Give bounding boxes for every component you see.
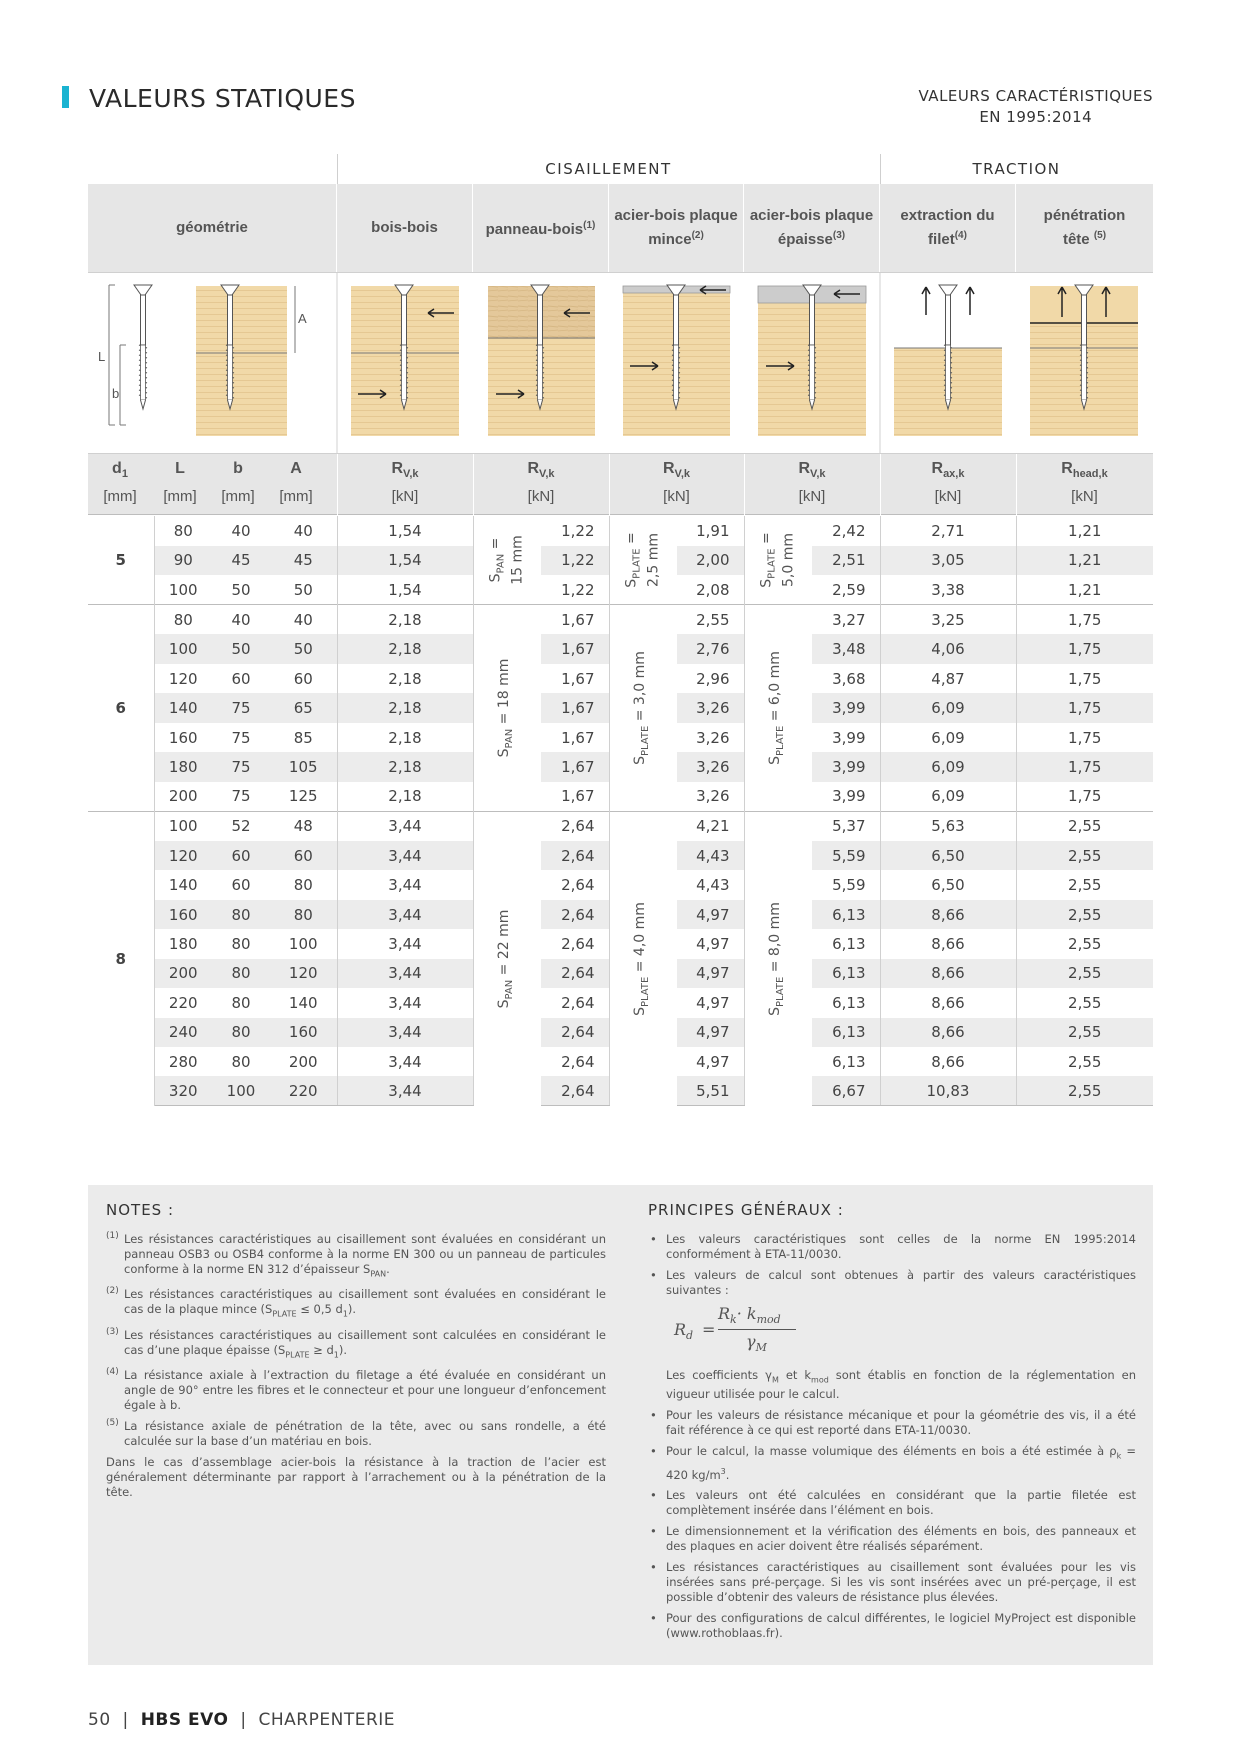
unit-kn-2: [kN] <box>527 488 555 505</box>
extraction-diagram <box>894 285 1002 436</box>
cell-steel-thick: 5,37 <box>812 811 880 840</box>
principle-6: • Le dimensionnement et la vérification des éléments en bois, des panneaux et des plaques en acier doivent être réalisés séparément. <box>648 1524 1136 1554</box>
cell-steel-thick: 3,99 <box>812 693 880 723</box>
cell-steel-thin: 2,96 <box>677 664 744 694</box>
cell-penetration: 1,75 <box>1068 787 1102 806</box>
wood-wood-diagram <box>351 285 459 436</box>
cell-panel-wood: 2,64 <box>541 988 609 1017</box>
cell-penetration: 1,75 <box>1016 634 1153 664</box>
cell-panel-wood: 2,64 <box>541 1076 609 1106</box>
cell-extraction: 3,05 <box>880 546 1016 576</box>
unit-kn-4: [kN] <box>798 488 826 505</box>
cell-A: 105 <box>270 752 337 782</box>
standard-reference <box>919 86 1154 128</box>
rotated-thickness-label: $S_{PAN} = 22$ mm <box>473 811 541 1106</box>
cell-b: 80 <box>212 959 270 988</box>
cell-b: 60 <box>231 669 251 688</box>
column-header-row <box>88 184 1153 272</box>
cell-panel-wood: 1,22 <box>541 546 609 576</box>
cell-b: 50 <box>231 580 251 599</box>
cell-panel-wood: 2,64 <box>541 1047 609 1076</box>
cell-extraction: 8,66 <box>880 900 1016 929</box>
cell-steel-thin: 3,26 <box>677 782 744 812</box>
cell-panel-wood: 1,22 <box>541 575 609 605</box>
cell-wood-wood: 3,44 <box>337 841 473 870</box>
geometry-diagram <box>98 285 307 436</box>
page-number: 50 <box>88 1710 111 1730</box>
rotated-thickness-label: $S_{PLATE} = 6,0$ mm <box>744 605 812 812</box>
cell-A: 140 <box>270 988 337 1017</box>
cell-L: 180 <box>168 934 198 953</box>
cell-steel-thin: 1,91 <box>677 516 744 546</box>
cell-b: 80 <box>212 900 270 929</box>
cell-steel-thin: 5,51 <box>677 1076 744 1106</box>
penetration-diagram <box>1030 285 1138 436</box>
illustration-row <box>88 272 1153 452</box>
principle-2: • Les valeurs de calcul sont obtenues à partir des valeurs caractéristiques suivantes : <box>648 1268 1136 1298</box>
cell-panel-wood: 1,22 <box>541 516 609 546</box>
group-shear: CISAILLEMENT <box>545 160 672 178</box>
cell-steel-thick: 6,13 <box>812 929 880 958</box>
sym-A: A <box>290 460 302 477</box>
cell-panel-wood: 1,67 <box>541 723 609 753</box>
cell-steel-thin: 2,76 <box>677 634 744 664</box>
cell-L: 220 <box>168 993 198 1012</box>
unit-d1: [mm] <box>103 488 137 505</box>
sym-b: b <box>233 460 243 477</box>
cell-extraction: 6,09 <box>880 752 1016 782</box>
cell-b: 60 <box>231 876 251 895</box>
cell-steel-thin: 3,26 <box>677 693 744 723</box>
cell-panel-wood: 2,64 <box>541 1018 609 1047</box>
cell-extraction: 8,66 <box>880 988 1016 1017</box>
rotated-thickness-label: $S_{PLATE} = 4,0$ mm <box>609 811 677 1106</box>
cell-A: 40 <box>270 605 337 635</box>
col-penetration: pénétration tête $^{(5)}$ <box>1043 207 1126 248</box>
cell-penetration: 2,55 <box>1016 1076 1153 1106</box>
cell-wood-wood: 2,18 <box>337 664 473 694</box>
sym-rheadk: $R_{head,k}$ <box>1061 460 1108 481</box>
col-steel-thick: acier-bois plaque épaisse$^{(3)}$ <box>744 184 880 272</box>
cell-penetration: 1,21 <box>1068 521 1102 540</box>
cell-extraction: 6,09 <box>880 723 1016 753</box>
cell-steel-thick: 6,13 <box>812 959 880 988</box>
cell-panel-wood: 1,67 <box>541 634 609 664</box>
cell-b: 75 <box>212 752 270 782</box>
cell-A: 200 <box>270 1047 337 1076</box>
cell-steel-thick: 3,48 <box>812 634 880 664</box>
col-steel-thin: acier-bois plaque mince$^{(2)}$ <box>609 184 744 272</box>
cell-wood-wood: 2,18 <box>337 782 473 812</box>
cell-L: 200 <box>168 787 198 806</box>
principle-7: • Les résistances caractéristiques au cisaillement sont évaluées pour les vis insérées sans pré-perçage. Si les vis sont insérées avec un pré-perçage, il est possible d’obtenir des valeurs de résistance plus élevées. <box>648 1560 1136 1605</box>
cell-panel-wood: 1,67 <box>541 664 609 694</box>
cell-penetration: 2,55 <box>1016 841 1153 870</box>
cell-extraction: 8,66 <box>880 959 1016 988</box>
principle-4: • Pour le calcul, la masse volumique des éléments en bois a été estimée à $\rho_k = 420$ $kg/m^3$. <box>648 1444 1136 1482</box>
group-tension: TRACTION <box>972 160 1061 178</box>
cell-steel-thin: 4,97 <box>677 929 744 958</box>
principles-title: PRINCIPES GÉNÉRAUX : <box>648 1201 844 1219</box>
col-wood-wood: bois-bois <box>337 184 473 272</box>
cell-b: 80 <box>231 1052 251 1071</box>
cell-L: 80 <box>173 521 193 540</box>
col-extraction: extraction du filet$^{(4)}$ <box>880 184 1016 272</box>
cell-d1: 8 <box>88 811 154 1106</box>
cell-L: 100 <box>154 811 212 840</box>
cell-penetration: 1,75 <box>1068 669 1102 688</box>
cell-wood-wood: 1,54 <box>337 546 473 576</box>
cell-steel-thin: 4,97 <box>677 959 744 988</box>
cell-extraction: 5,63 <box>880 811 1016 840</box>
cell-penetration: 2,55 <box>1068 993 1102 1012</box>
cell-steel-thin: 2,08 <box>677 575 744 605</box>
cell-A: 48 <box>270 811 337 840</box>
label-A: A <box>298 311 307 326</box>
unit-b: [mm] <box>221 488 255 505</box>
cell-steel-thick: 2,59 <box>812 575 880 605</box>
cell-extraction: 3,38 <box>880 575 1016 605</box>
sym-rvk-3: $R_{V,k}$ <box>662 460 691 481</box>
cell-penetration: 2,55 <box>1068 934 1102 953</box>
cell-b: 80 <box>212 1018 270 1047</box>
cell-penetration: 2,55 <box>1016 1018 1153 1047</box>
cell-penetration: 1,21 <box>1016 546 1153 576</box>
cell-L: 140 <box>168 876 198 895</box>
cell-steel-thick: 6,67 <box>812 1076 880 1106</box>
cell-L: 80 <box>154 605 212 635</box>
rotated-thickness-label: $S_{PAN}$ = 15 mm <box>473 516 541 605</box>
cell-steel-thick: 3,99 <box>812 723 880 753</box>
cell-wood-wood: 2,18 <box>337 723 473 753</box>
cell-steel-thick: 5,59 <box>812 841 880 870</box>
note-extra: Dans le cas d’assemblage acier-bois la résistance à la traction de l’acier est généralement déterminante par rapport à l’arrachement ou à la pénétration de la tête. <box>106 1454 606 1499</box>
panel-wood-diagram <box>488 285 595 436</box>
cell-steel-thin: 4,97 <box>677 900 744 929</box>
cell-steel-thick: 2,51 <box>812 546 880 576</box>
cell-b: 100 <box>212 1076 270 1106</box>
cell-penetration: 1,75 <box>1016 693 1153 723</box>
sym-rvk-1: $R_{V,k}$ <box>391 460 419 481</box>
label-L: L <box>98 349 106 364</box>
cell-penetration: 2,55 <box>1068 876 1102 895</box>
cell-b: 45 <box>212 546 270 576</box>
cell-b: 75 <box>231 787 251 806</box>
unit-kn-6: [kN] <box>1071 488 1098 505</box>
coefficients-text: Les coefficients $\gamma_M$ et $k_{mod}$ sont établis en fonction de la réglementation en vigueur utilisée pour le calcul. <box>666 1368 1137 1402</box>
cell-b: 52 <box>212 811 270 840</box>
rotated-thickness-label: $S_{PLATE}$ = 2,5 mm <box>609 516 677 605</box>
cell-A: 60 <box>270 664 337 694</box>
cell-steel-thin: 3,26 <box>677 752 744 782</box>
cell-steel-thin: 2,00 <box>677 546 744 576</box>
cell-wood-wood: 3,44 <box>337 1076 473 1106</box>
cell-wood-wood: 2,18 <box>337 634 473 664</box>
section-accent-bar <box>62 86 69 108</box>
cell-wood-wood: 3,44 <box>337 1018 473 1047</box>
cell-extraction: 8,66 <box>880 1018 1016 1047</box>
cell-extraction: 4,87 <box>880 664 1016 694</box>
unit-L: [mm] <box>163 488 197 505</box>
illustration-svg <box>88 273 1153 453</box>
principle-3: • Pour les valeurs de résistance mécanique et pour la géométrie des vis, il a été fait référence à ce qui est reporté dans ETA-11/0030. <box>648 1408 1136 1438</box>
cell-A: 50 <box>270 575 337 605</box>
cell-wood-wood: 2,18 <box>337 752 473 782</box>
page-title: VALEURS STATIQUES <box>89 84 356 113</box>
sym-rvk-4: $R_{V,k}$ <box>798 460 826 481</box>
cell-b: 40 <box>231 521 251 540</box>
group-header-row <box>88 154 1153 184</box>
sym-L: L <box>175 460 185 477</box>
design-value-formula: $R_d$ = $R_k\cdot k_{mod}$ $\gamma_M$ <box>674 1306 1136 1356</box>
cell-steel-thin: 3,26 <box>677 723 744 753</box>
cell-b: 75 <box>212 693 270 723</box>
cell-L: 200 <box>154 959 212 988</box>
cell-steel-thick: 6,13 <box>812 900 880 929</box>
cell-b: 40 <box>212 605 270 635</box>
cell-steel-thick: 5,59 <box>812 870 880 899</box>
cell-panel-wood: 1,67 <box>541 693 609 723</box>
cell-b: 75 <box>231 728 251 747</box>
cell-extraction: 2,71 <box>880 516 1016 546</box>
cell-panel-wood: 2,64 <box>541 811 609 840</box>
cell-penetration: 1,75 <box>1068 728 1102 747</box>
note-3: (3) Les résistances caractéristiques au cisaillement sont calculées en considérant le cas d’une plaque épaisse $(S_{PLATE} \ge d_1)$. <box>106 1326 606 1359</box>
cell-penetration: 2,55 <box>1016 900 1153 929</box>
cell-A: 120 <box>270 959 337 988</box>
rotated-thickness-label: $S_{PLATE} = 8,0$ mm <box>744 811 812 1106</box>
cell-extraction: 6,50 <box>880 841 1016 870</box>
unit-kn-3: [kN] <box>663 488 690 505</box>
cell-wood-wood: 1,54 <box>337 575 473 605</box>
rotated-thickness-label: $S_{PAN} = 18$ mm <box>473 605 541 812</box>
cell-A: 80 <box>270 870 337 899</box>
cell-wood-wood: 3,44 <box>337 988 473 1017</box>
table-row <box>88 811 1153 840</box>
cell-panel-wood: 1,67 <box>541 605 609 635</box>
principle-5: • Les valeurs ont été calculées en considérant que la partie filetée est complètement insérée dans l’élément en bois. <box>648 1488 1136 1518</box>
cell-steel-thick: 6,13 <box>812 988 880 1017</box>
cell-panel-wood: 1,67 <box>541 752 609 782</box>
rotated-thickness-label: $S_{PLATE} = 3,0$ mm <box>609 605 677 812</box>
table-row <box>88 605 1153 635</box>
cell-L: 90 <box>154 546 212 576</box>
units-row <box>88 453 1153 515</box>
cell-wood-wood: 2,18 <box>337 605 473 635</box>
cell-L: 240 <box>154 1018 212 1047</box>
cell-panel-wood: 1,67 <box>541 782 609 812</box>
cell-penetration: 1,75 <box>1016 752 1153 782</box>
note-1: (1) Les résistances caractéristiques au cisaillement sont évaluées en considérant un panneau OSB3 ou OSB4 conforme à la norme EN 300 ou un panneau de particules conforme à la norme EN 312 d’épaisseur $S_{PAN}$. <box>106 1231 606 1279</box>
cell-steel-thin: 4,97 <box>677 988 744 1017</box>
cell-extraction: 6,09 <box>880 782 1016 812</box>
cell-penetration: 1,21 <box>1068 580 1102 599</box>
cell-A: 40 <box>270 516 337 546</box>
cell-extraction: 8,66 <box>880 929 1016 958</box>
cell-penetration: 2,55 <box>1016 959 1153 988</box>
cell-steel-thick: 6,13 <box>812 1018 880 1047</box>
cell-steel-thin: 2,55 <box>677 605 744 635</box>
cell-steel-thick: 2,42 <box>812 516 880 546</box>
cell-A: 220 <box>270 1076 337 1106</box>
cell-L: 180 <box>154 752 212 782</box>
cell-extraction: 6,09 <box>880 693 1016 723</box>
principle-8: • Pour des configurations de calcul différentes, le logiciel MyProject est disponible (www.rothoblaas.fr). <box>648 1611 1136 1641</box>
cell-A: 160 <box>270 1018 337 1047</box>
note-2: (2) Les résistances caractéristiques au cisaillement sont évaluées en considérant le cas de la plaque mince ($S_{PLATE} \le 0,5$ $d_1$). <box>106 1286 606 1319</box>
note-5: (5) La résistance axiale de pénétration de la tête, avec ou sans rondelle, a été calculée sur la base d’un matériau en bois. <box>106 1417 606 1448</box>
cell-L: 160 <box>168 728 198 747</box>
cell-extraction: 6,50 <box>880 870 1016 899</box>
cell-d1: 6 <box>88 605 154 812</box>
cell-penetration: 1,75 <box>1016 605 1153 635</box>
cell-steel-thick: 3,99 <box>812 782 880 812</box>
product-name: HBS EVO <box>140 1710 229 1730</box>
cell-penetration: 2,55 <box>1068 1052 1102 1071</box>
cell-L: 280 <box>168 1052 198 1071</box>
cell-steel-thin: 4,43 <box>677 870 744 899</box>
cell-b: 80 <box>231 934 251 953</box>
sym-d1: $d_1$ <box>112 460 128 481</box>
cell-L: 120 <box>154 841 212 870</box>
cell-panel-wood: 2,64 <box>541 841 609 870</box>
cell-L: 100 <box>168 580 198 599</box>
cell-wood-wood: 3,44 <box>337 811 473 840</box>
cell-wood-wood: 3,44 <box>337 870 473 899</box>
cell-panel-wood: 2,64 <box>541 900 609 929</box>
sym-rvk-2: $R_{V,k}$ <box>527 460 555 481</box>
cell-penetration: 2,55 <box>1016 811 1153 840</box>
cell-steel-thin: 4,97 <box>677 1018 744 1047</box>
cell-L: 120 <box>168 669 198 688</box>
cell-A: 100 <box>270 929 337 958</box>
cell-A: 50 <box>270 634 337 664</box>
rotated-thickness-label: $S_{PLATE}$ = 5,0 mm <box>744 516 812 605</box>
notes-title: NOTES : <box>106 1201 175 1219</box>
cell-extraction: 10,83 <box>880 1076 1016 1106</box>
cell-A: 65 <box>270 693 337 723</box>
cell-extraction: 8,66 <box>880 1047 1016 1076</box>
cell-steel-thick: 3,68 <box>812 664 880 694</box>
page-footer: 50 | HBS EVO | CHARPENTERIE <box>88 1710 396 1730</box>
unit-kn-1: [kN] <box>391 488 419 505</box>
principle-1: • Les valeurs caractéristiques sont celles de la norme EN 1995:2014 conformément à ETA-11/0030. <box>648 1232 1136 1262</box>
cell-panel-wood: 2,64 <box>541 929 609 958</box>
cell-L: 160 <box>154 900 212 929</box>
steel-thick-diagram <box>758 285 866 436</box>
cell-A: 80 <box>270 900 337 929</box>
cell-steel-thin: 4,43 <box>677 841 744 870</box>
cell-A: 45 <box>270 546 337 576</box>
cell-d1: 5 <box>88 516 154 605</box>
cell-L: 320 <box>154 1076 212 1106</box>
standard-line-1: VALEURS CARACTÉRISTIQUES <box>918 87 1153 105</box>
cell-steel-thick: 3,99 <box>812 752 880 782</box>
cell-L: 100 <box>154 634 212 664</box>
cell-A: 60 <box>270 841 337 870</box>
values-table <box>88 516 1153 1106</box>
cell-wood-wood: 3,44 <box>337 929 473 958</box>
cell-b: 60 <box>212 841 270 870</box>
cell-wood-wood: 3,44 <box>337 959 473 988</box>
cell-wood-wood: 1,54 <box>337 516 473 546</box>
cell-b: 50 <box>212 634 270 664</box>
steel-thin-diagram <box>623 285 730 436</box>
standard-line-2: EN 1995:2014 <box>979 108 1093 126</box>
col-geometry: géométrie <box>88 184 337 272</box>
note-4: (4) La résistance axiale à l’extraction du filetage a été évaluée en considérant un angle de 90° entre les fibres et le connecteur et pour une longueur d’enfoncement égale à b. <box>106 1366 606 1412</box>
cell-steel-thin: 4,97 <box>677 1047 744 1076</box>
cell-panel-wood: 2,64 <box>541 870 609 899</box>
table-row <box>88 516 1153 546</box>
cell-steel-thick: 3,27 <box>812 605 880 635</box>
cell-extraction: 3,25 <box>880 605 1016 635</box>
section-name: CHARPENTERIE <box>258 1710 396 1730</box>
unit-kn-5: [kN] <box>934 488 962 505</box>
cell-A: 125 <box>270 782 337 812</box>
cell-wood-wood: 2,18 <box>337 693 473 723</box>
cell-L: 140 <box>154 693 212 723</box>
sym-raxk: $R_{ax,k}$ <box>931 460 965 481</box>
cell-extraction: 4,06 <box>880 634 1016 664</box>
cell-steel-thin: 4,21 <box>677 811 744 840</box>
cell-panel-wood: 2,64 <box>541 959 609 988</box>
cell-wood-wood: 3,44 <box>337 900 473 929</box>
principles-column <box>648 1203 1136 1647</box>
notes-column <box>106 1203 606 1506</box>
cell-A: 85 <box>270 723 337 753</box>
cell-b: 80 <box>231 993 251 1012</box>
col-panel-wood: panneau-bois$^{(1)}$ <box>473 184 609 272</box>
cell-steel-thick: 6,13 <box>812 1047 880 1076</box>
notes-panel <box>88 1185 1153 1665</box>
label-b: b <box>112 386 120 401</box>
cell-wood-wood: 3,44 <box>337 1047 473 1076</box>
unit-A: [mm] <box>279 488 313 505</box>
